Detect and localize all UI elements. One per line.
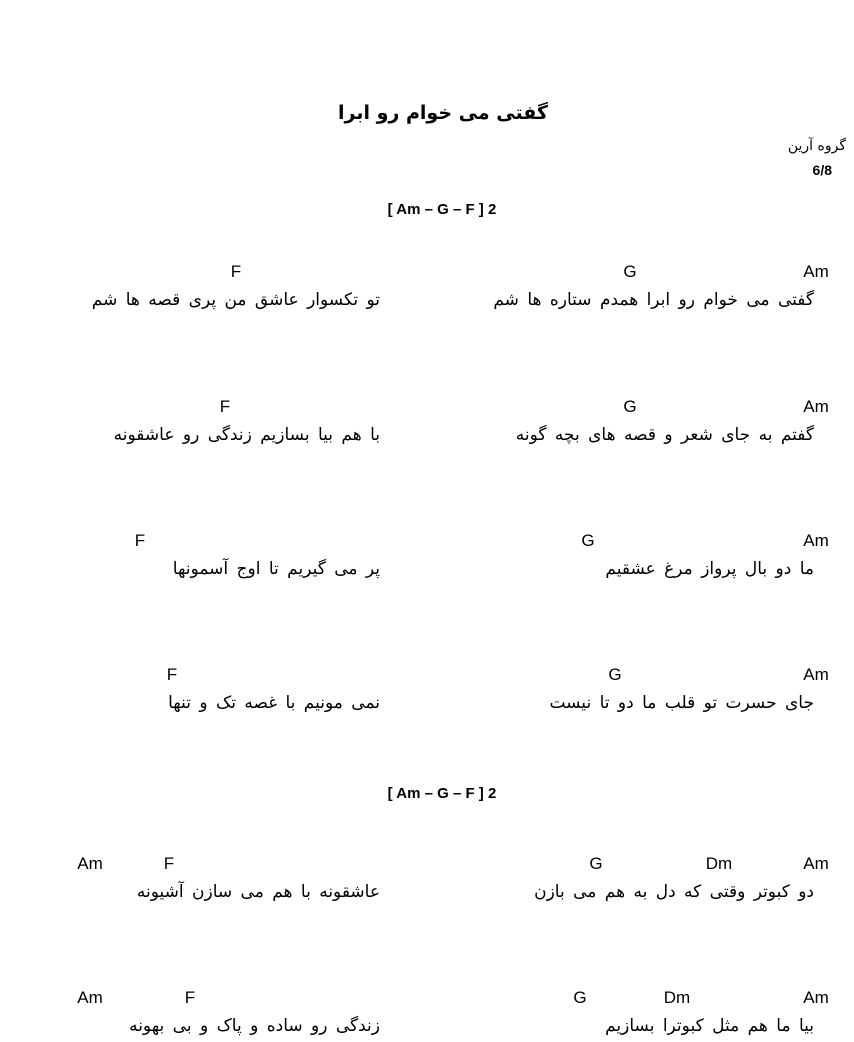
- lyric-line: گفتم به جای شعر و قصه های بچه گونه: [515, 425, 814, 445]
- chord-label: Am: [803, 665, 829, 684]
- artist-name: گروه آرین: [787, 138, 846, 154]
- lyric-line: گفتی می خوام رو ابرا همدم ستاره ها شم: [493, 290, 814, 310]
- chord-label: Am: [803, 988, 829, 1007]
- chord-label: G: [608, 665, 622, 684]
- chord-label: Am: [803, 397, 829, 416]
- chord-label: F: [184, 988, 196, 1007]
- chord-progression-marker: [ Am – G – F ] 2: [387, 785, 497, 802]
- chord-label: Am: [77, 854, 103, 873]
- chord-label: G: [623, 262, 637, 281]
- lyric-line: پر می گیریم تا اوج آسمونها: [172, 559, 380, 579]
- lyric-line: جای حسرت تو قلب ما دو تا نیست: [549, 693, 814, 713]
- lyric-line: بیا ما هم مثل کبوترا بسازیم: [605, 1016, 814, 1036]
- lyric-line: با هم بیا بسازیم زندگی رو عاشقونه: [113, 425, 380, 445]
- lyric-line: ما دو بال پرواز مرغ عشقیم: [605, 559, 814, 579]
- chord-progression-marker: [ Am – G – F ] 2: [387, 201, 497, 218]
- lyric-line: نمی مونیم با غصه تک و تنها: [168, 693, 380, 713]
- chord-label: G: [623, 397, 637, 416]
- chord-label: Am: [803, 854, 829, 873]
- lyric-line: تو تکسوار عاشق من پری قصه ها شم: [91, 290, 380, 310]
- chord-label: F: [166, 665, 178, 684]
- time-signature: 6/8: [812, 162, 832, 178]
- lyric-line: دو کبوتر وقتی که دل به هم می بازن: [534, 882, 814, 902]
- chord-label: Am: [803, 262, 829, 281]
- chord-label: Am: [803, 531, 829, 550]
- song-title: گفتی می خوام رو ابرا: [338, 102, 548, 124]
- chord-label: Am: [77, 988, 103, 1007]
- chord-label: F: [163, 854, 175, 873]
- chord-label: G: [589, 854, 603, 873]
- chord-label: G: [581, 531, 595, 550]
- chord-label: G: [573, 988, 587, 1007]
- chord-label: Dm: [705, 854, 733, 873]
- lyric-line: زندگی رو ساده و پاک و بی بهونه: [129, 1016, 380, 1036]
- chord-label: F: [134, 531, 146, 550]
- chord-label: F: [219, 397, 231, 416]
- chord-label: F: [230, 262, 242, 281]
- lyric-line: عاشقونه با هم می سازن آشیونه: [136, 882, 380, 902]
- chord-label: Dm: [663, 988, 691, 1007]
